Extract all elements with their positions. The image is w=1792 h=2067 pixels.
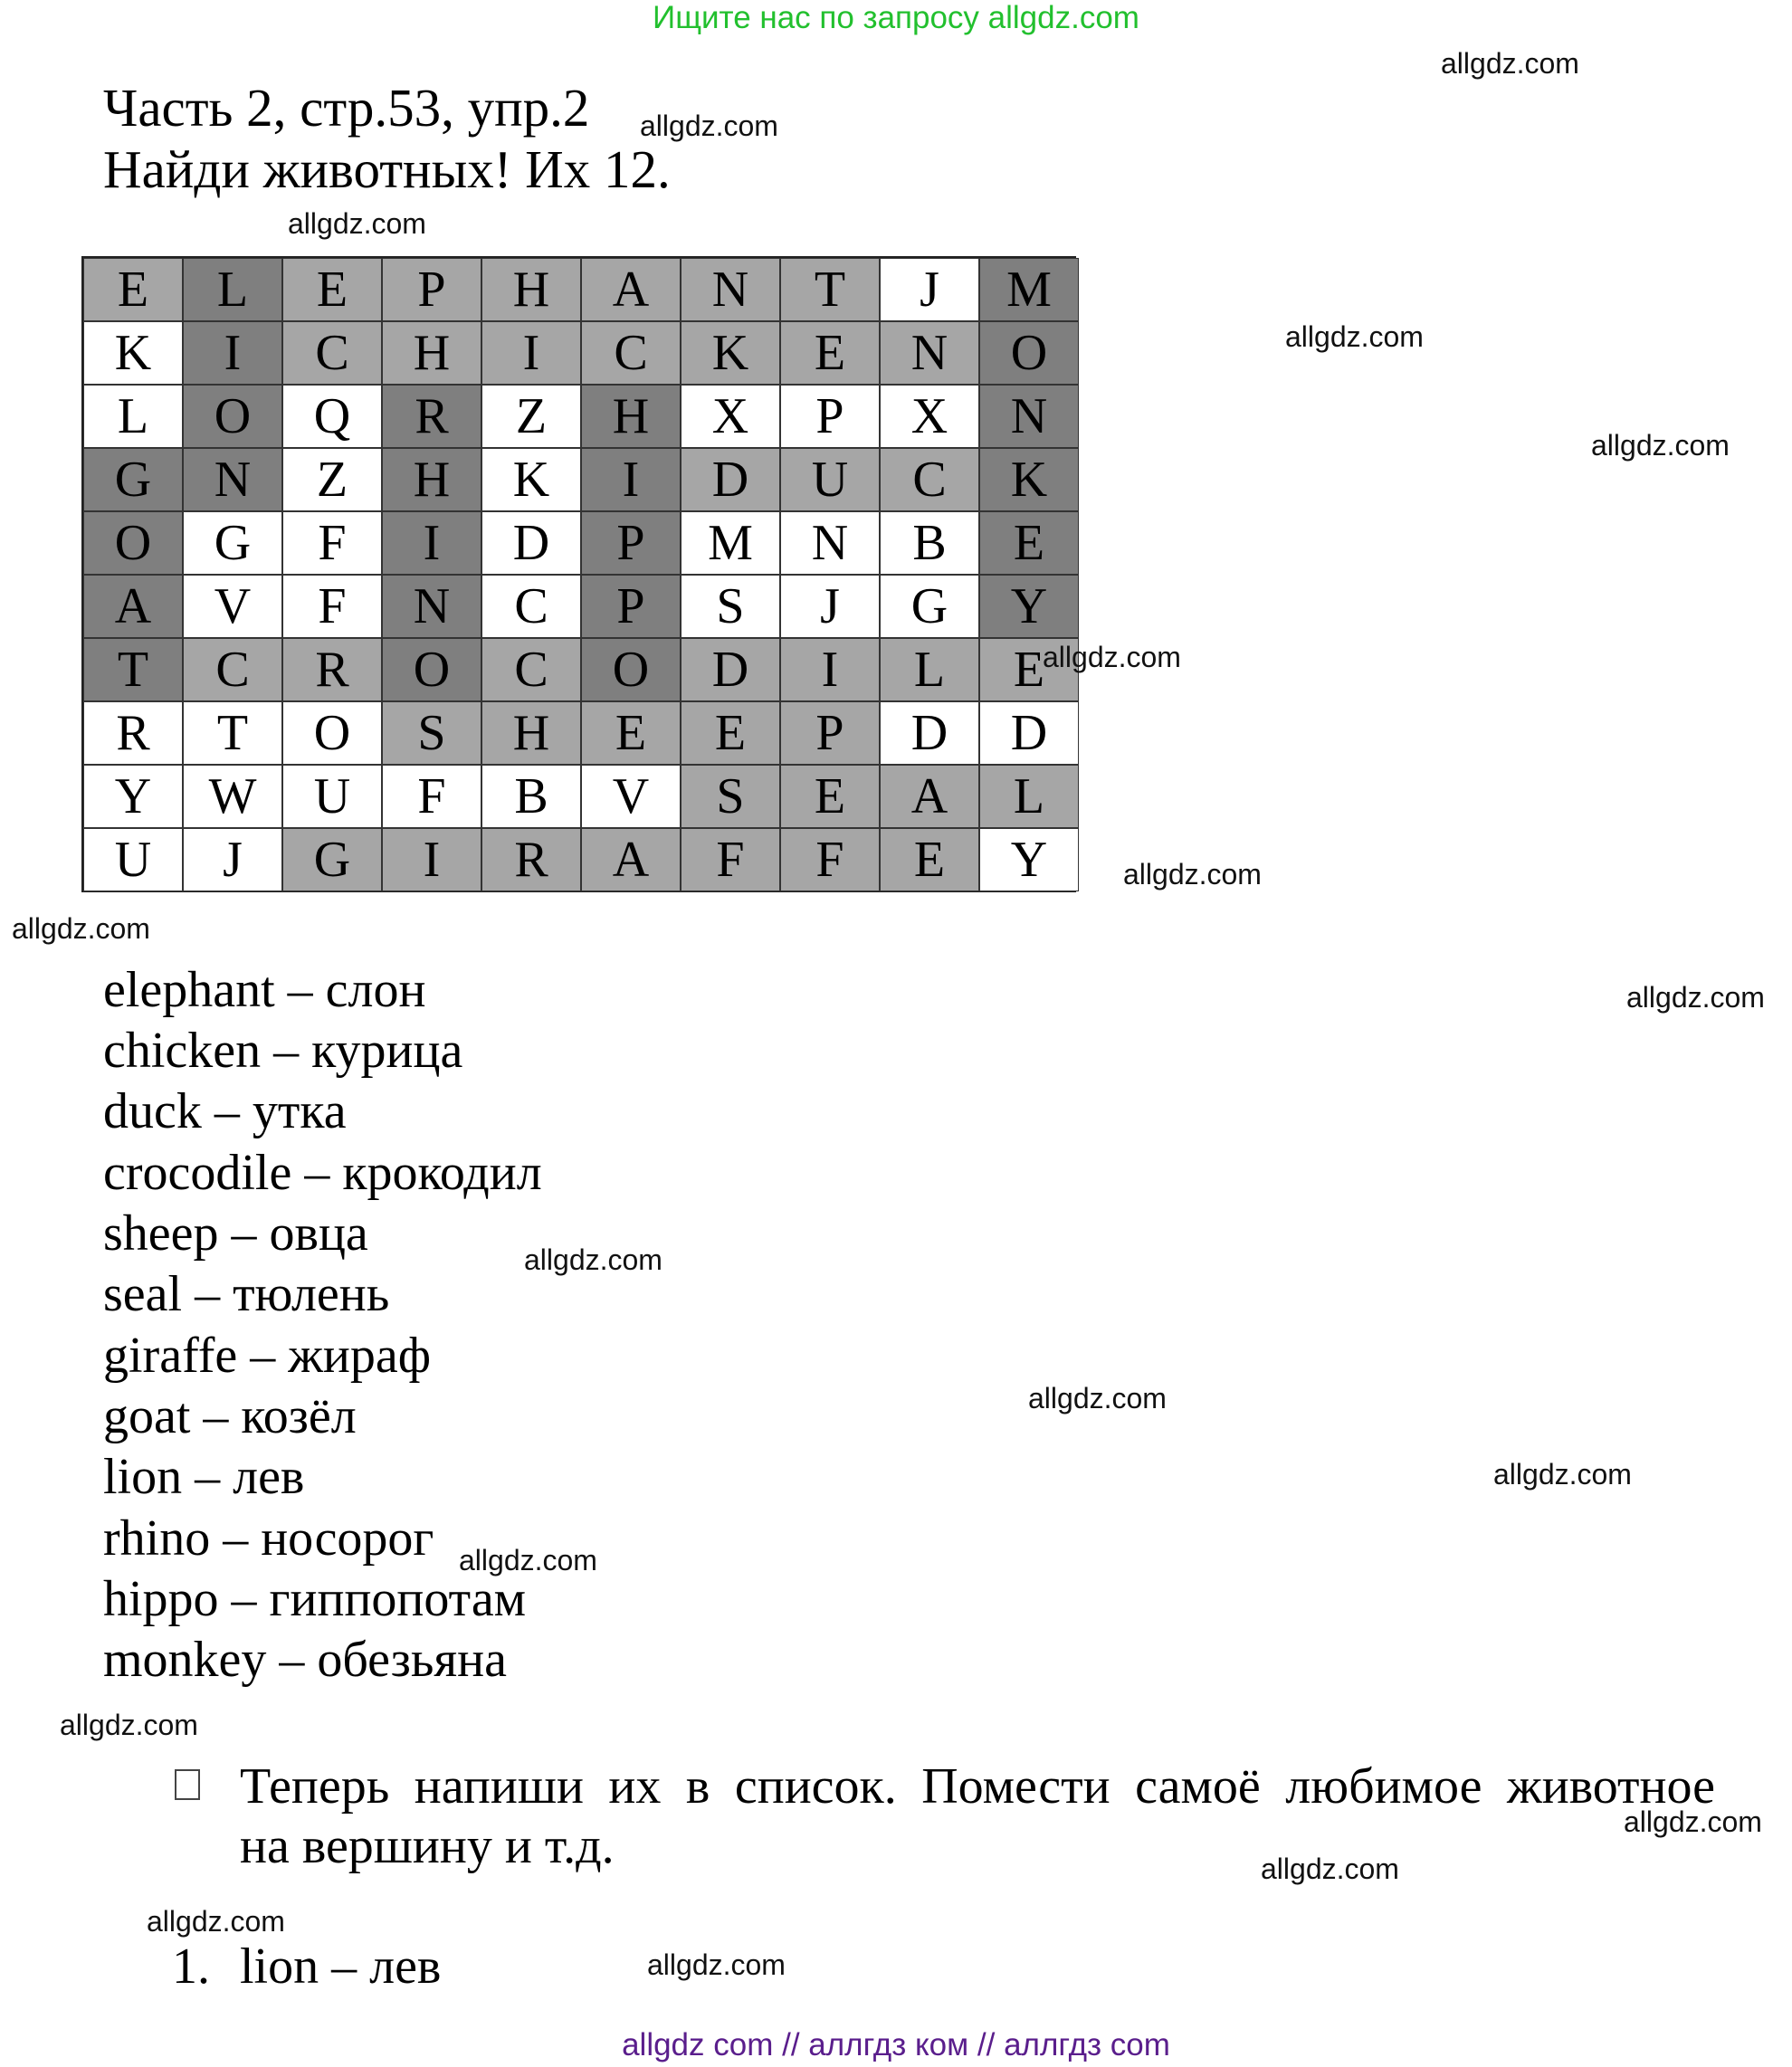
grid-cell: M [979, 258, 1079, 321]
grid-cell: T [83, 638, 183, 701]
grid-cell: G [183, 511, 282, 575]
grid-cell: R [382, 385, 481, 448]
grid-cell: C [581, 321, 681, 385]
watermark: allgdz.com [1441, 47, 1579, 80]
watermark: allgdz.com [647, 1948, 786, 1981]
word-item: giraffe – жираф [103, 1328, 432, 1384]
grid-cell: U [780, 448, 880, 511]
grid-cell: T [183, 701, 282, 765]
word-item: goat – козёл [103, 1388, 357, 1444]
watermark: allgdz.com [1591, 429, 1730, 462]
grid-cell: N [382, 575, 481, 638]
grid-cell: E [979, 511, 1079, 575]
grid-cell: K [681, 321, 780, 385]
watermark: allgdz.com [12, 912, 150, 945]
word-item: duck – утка [103, 1083, 347, 1139]
grid-cell: L [979, 765, 1079, 828]
grid-cell: S [681, 575, 780, 638]
grid-cell: I [382, 511, 481, 575]
grid-cell: E [780, 321, 880, 385]
grid-cell: G [282, 828, 382, 891]
watermark: allgdz.com [1043, 641, 1181, 673]
checkbox-icon [175, 1769, 200, 1800]
grid-cell: E [282, 258, 382, 321]
instruction-line-2: на вершину и т.д. [240, 1818, 615, 1874]
word-item: sheep – овца [103, 1205, 368, 1262]
watermark: allgdz.com [1123, 858, 1262, 891]
watermark: allgdz.com [524, 1243, 662, 1276]
grid-cell: D [681, 638, 780, 701]
word-search-grid [81, 256, 1076, 892]
grid-cell: E [581, 701, 681, 765]
grid-cell: U [83, 828, 183, 891]
grid-cell: O [382, 638, 481, 701]
grid-cell: X [880, 385, 979, 448]
grid-cell: I [581, 448, 681, 511]
watermark: allgdz.com [1493, 1458, 1632, 1491]
grid-cell: A [581, 258, 681, 321]
word-item: rhino – носорог [103, 1510, 434, 1567]
grid-cell: L [183, 258, 282, 321]
grid-cell: H [481, 701, 581, 765]
grid-cell: Z [282, 448, 382, 511]
grid-cell: O [282, 701, 382, 765]
grid-cell: N [880, 321, 979, 385]
grid-cell: S [382, 701, 481, 765]
grid-cell: F [382, 765, 481, 828]
grid-cell: C [183, 638, 282, 701]
grid-cell: S [681, 765, 780, 828]
grid-cell: C [282, 321, 382, 385]
grid-cell: K [83, 321, 183, 385]
word-item: lion – лев [103, 1449, 305, 1505]
grid-cell: O [979, 321, 1079, 385]
grid-cell: Y [979, 575, 1079, 638]
grid-cell: K [481, 448, 581, 511]
grid-cell: D [681, 448, 780, 511]
watermark: allgdz.com [640, 110, 778, 142]
grid-cell: E [780, 765, 880, 828]
grid-cell: J [183, 828, 282, 891]
grid-cell: D [481, 511, 581, 575]
grid-cell: O [83, 511, 183, 575]
grid-cell: G [880, 575, 979, 638]
grid-cell: O [581, 638, 681, 701]
grid-cell: V [183, 575, 282, 638]
watermark: allgdz.com [1261, 1853, 1399, 1885]
grid-cell: P [581, 511, 681, 575]
grid-cell: P [780, 385, 880, 448]
grid-cell: L [880, 638, 979, 701]
grid-cell: F [780, 828, 880, 891]
ranked-item: lion – лев [240, 1938, 442, 1995]
grid-cell: I [780, 638, 880, 701]
grid-cell: Q [282, 385, 382, 448]
instruction-line-1: Теперь напиши их в список. Помести самоё любимое животное [240, 1758, 1715, 1815]
grid-cell: A [880, 765, 979, 828]
grid-cell: E [979, 638, 1079, 701]
grid-cell: E [83, 258, 183, 321]
page-title: Часть 2, стр.53, упр.2 [103, 78, 590, 138]
watermark: allgdz.com [60, 1709, 198, 1741]
grid-cell: N [681, 258, 780, 321]
grid-cell: R [282, 638, 382, 701]
grid-cell: F [681, 828, 780, 891]
grid-cell: Z [481, 385, 581, 448]
grid-cell: L [83, 385, 183, 448]
word-item: hippo – гиппопотам [103, 1571, 527, 1627]
word-item: elephant – слон [103, 962, 426, 1018]
word-item: chicken – курица [103, 1023, 463, 1079]
grid-cell: K [979, 448, 1079, 511]
grid-cell: B [481, 765, 581, 828]
grid-cell: P [780, 701, 880, 765]
ranked-number: 1. [172, 1938, 210, 1995]
grid-cell: M [681, 511, 780, 575]
grid-cell: N [979, 385, 1079, 448]
top-banner: Ищите нас по запросу allgdz.com [653, 0, 1139, 35]
grid-cell: H [581, 385, 681, 448]
grid-cell: P [581, 575, 681, 638]
grid-cell: H [382, 321, 481, 385]
grid-cell: A [581, 828, 681, 891]
watermark: allgdz.com [1285, 320, 1424, 353]
watermark: allgdz.com [147, 1905, 285, 1938]
grid-cell: O [183, 385, 282, 448]
grid-cell: E [880, 828, 979, 891]
watermark: allgdz.com [1624, 1805, 1762, 1838]
grid-cell: F [282, 575, 382, 638]
grid-cell: D [880, 701, 979, 765]
grid-cell: J [780, 575, 880, 638]
grid-cell: H [382, 448, 481, 511]
grid-cell: I [382, 828, 481, 891]
grid-cell: V [581, 765, 681, 828]
grid-cell: C [880, 448, 979, 511]
grid-cell: I [481, 321, 581, 385]
grid-cell: Y [83, 765, 183, 828]
grid-cell: R [83, 701, 183, 765]
grid-cell: C [481, 638, 581, 701]
word-item: seal – тюлень [103, 1266, 390, 1322]
grid-cell: Y [979, 828, 1079, 891]
grid-cell: R [481, 828, 581, 891]
grid-cell: G [83, 448, 183, 511]
grid-cell: A [83, 575, 183, 638]
watermark: allgdz.com [288, 207, 426, 240]
grid-cell: W [183, 765, 282, 828]
grid-cell: D [979, 701, 1079, 765]
grid-cell: J [880, 258, 979, 321]
grid-cell: N [183, 448, 282, 511]
watermark: allgdz.com [1028, 1382, 1167, 1415]
grid-cell: X [681, 385, 780, 448]
grid-cell: U [282, 765, 382, 828]
word-item: crocodile – крокодил [103, 1145, 542, 1201]
grid-cell: F [282, 511, 382, 575]
grid-cell: H [481, 258, 581, 321]
bottom-banner: allgdz com // аллгдз ком // аллгдз com [622, 2027, 1170, 2062]
grid-cell: E [681, 701, 780, 765]
watermark: allgdz.com [459, 1544, 597, 1576]
grid-cell: I [183, 321, 282, 385]
word-item: monkey – обезьяна [103, 1632, 507, 1688]
grid-cell: B [880, 511, 979, 575]
grid-cell: T [780, 258, 880, 321]
grid-cell: P [382, 258, 481, 321]
task-title: Найди животных! Их 12. [103, 139, 671, 199]
grid-cell: N [780, 511, 880, 575]
watermark: allgdz.com [1626, 981, 1765, 1014]
grid-cell: C [481, 575, 581, 638]
